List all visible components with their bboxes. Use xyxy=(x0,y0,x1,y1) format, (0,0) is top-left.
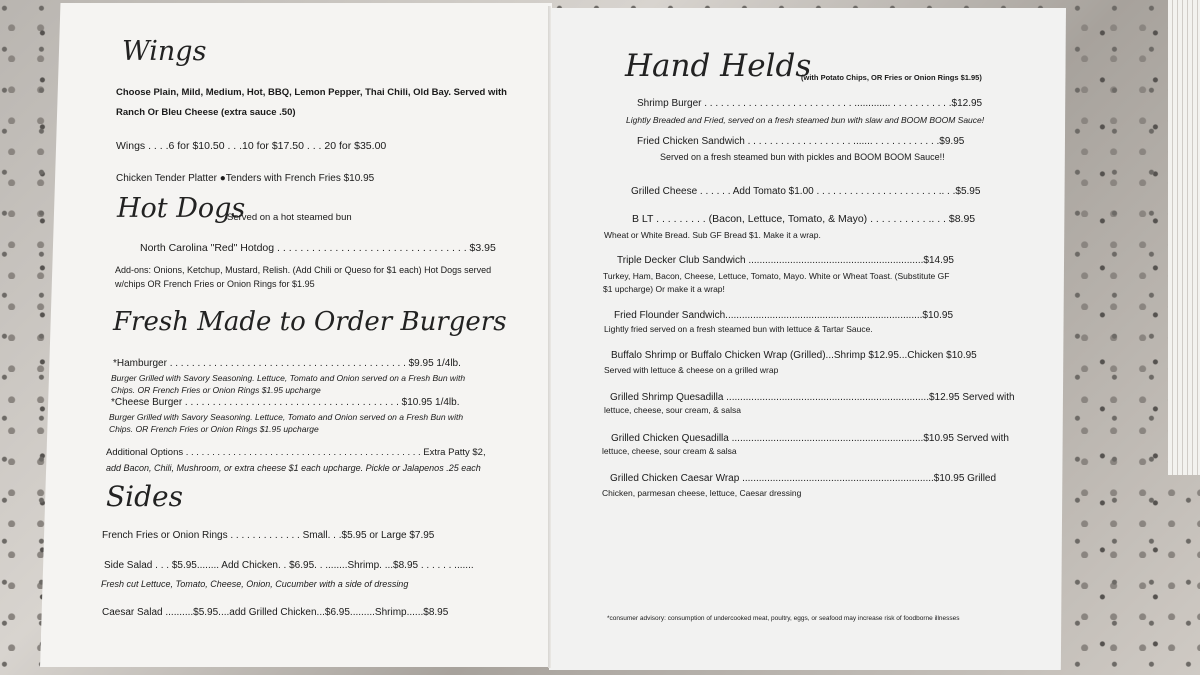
wings-flavors: Choose Plain, Mild, Medium, Hot, BBQ, Lemon Pepper, Thai Chili, Old Bay. Served with xyxy=(116,87,507,98)
hotdog-addons-line2: w/chips OR French Fries or Onion Rings for $1.95 xyxy=(115,279,315,289)
hotdog-addons-line1: Add-ons: Onions, Ketchup, Mustard, Relish. (Add Chili or Queso for $1 each) Hot Dogs served xyxy=(115,265,492,275)
burgers-heading: Fresh Made to Order Burgers xyxy=(113,307,507,337)
grilled-chicken-quesadilla: Grilled Chicken Quesadilla .....................................................................$10.95 Served with xyxy=(611,433,1009,444)
triple-decker-club: Triple Decker Club Sandwich ...............................................................$14.95 xyxy=(617,255,954,266)
chicken-tender-platter: Chicken Tender Platter ●Tenders with French Fries $10.95 xyxy=(116,173,375,184)
cheese-burger: *Cheese Burger . . . . . . . . . . . . . . . . . . . . . . . . . . . . . . . . . . . . . . . $10.95 1/4lb. xyxy=(111,397,460,408)
club-desc-1: Turkey, Ham, Bacon, Cheese, Lettuce, Tomato, Mayo. White or Wheat Toast. (Substitute GF xyxy=(603,271,950,281)
page-fold xyxy=(548,6,551,668)
cheeseburger-desc-2: Chips. OR French Fries or Onion Rings $1.95 upcharge xyxy=(109,424,319,434)
consumer-advisory: *consumer advisory: consumption of undercooked meat, poultry, eggs, or seafood may increase risk of foodborne illnesses xyxy=(607,615,960,622)
grilled-chicken-caesar-wrap: Grilled Chicken Caesar Wrap .....................................................................$10.95 Grilled xyxy=(610,473,997,484)
shrimp-burger-desc: Lightly Breaded and Fried, served on a fresh steamed bun with slaw and BOOM BOOM Sauce! xyxy=(626,115,985,125)
club-desc-2: $1 upcharge) Or make it a wrap! xyxy=(603,284,725,294)
caesar-wrap-desc: Chicken, parmesan cheese, lettuce, Caesar dressing xyxy=(602,488,802,498)
wings-prices: Wings . . . .6 for $10.50 . . .10 for $17.50 . . . 20 for $35.00 xyxy=(116,140,387,152)
grilled-shrimp-quesadilla: Grilled Shrimp Quesadilla .........................................................................$12.95 Served with xyxy=(610,392,1015,403)
additional-options-2: add Bacon, Chili, Mushroom, or extra cheese $1 each upcharge. Pickle or Jalapenos .25 each xyxy=(106,463,481,473)
cheeseburger-desc-1: Burger Grilled with Savory Seasoning. Lettuce, Tomato and Onion served on a Fresh Bun with xyxy=(109,412,464,422)
hamburger: *Hamburger . . . . . . . . . . . . . . . . . . . . . . . . . . . . . . . . . . . . . . . . . . . $9.95 1/4lb. xyxy=(113,358,461,369)
shrimp-burger: Shrimp Burger . . . . . . . . . . . . . . . . . . . . . . . . . . . ............. . . . . . . . . . . .$12.95 xyxy=(637,98,983,109)
blt: B LT . . . . . . . . . (Bacon, Lettuce, Tomato, & Mayo) . . . . . . . . . . .. . . $8.95 xyxy=(632,213,976,225)
buffalo-wrap: Buffalo Shrimp or Buffalo Chicken Wrap (Grilled)...Shrimp $12.95...Chicken $10.95 xyxy=(611,350,977,361)
wings-heading: Wings xyxy=(122,36,207,67)
fried-chicken-sandwich: Fried Chicken Sandwich . . . . . . . . . . . . . . . . . . . ....... . . . . . . . . . . . .$9.95 xyxy=(637,136,965,147)
chicken-quesadilla-desc: lettuce, cheese, sour cream & salsa xyxy=(602,446,737,456)
hand-helds-subtitle: (with Potato Chips, OR Fries or Onion Rings $1.95) xyxy=(801,73,982,82)
additional-options-1: Additional Options . . . . . . . . . . . . . . . . . . . . . . . . . . . . . . . . . . . . . . . . . . . . . Extra Patty $2, xyxy=(106,447,486,458)
side-salad: Side Salad . . . $5.95........ Add Chicken. . $6.95. . ........Shrimp. ...$8.95 . . . . . . ....... xyxy=(104,560,474,571)
side-salad-desc: Fresh cut Lettuce, Tomato, Cheese, Onion, Cucumber with a side of dressing xyxy=(101,579,409,589)
hand-helds-heading: Hand Helds xyxy=(625,48,812,84)
paper-stack-edge xyxy=(1168,0,1200,475)
flounder-desc: Lightly fried served on a fresh steamed bun with lettuce & Tartar Sauce. xyxy=(604,324,873,334)
fried-flounder: Fried Flounder Sandwich.......................................................................$10.95 xyxy=(614,310,954,321)
blt-desc: Wheat or White Bread. Sub GF Bread $1. Make it a wrap. xyxy=(604,230,821,240)
shrimp-quesadilla-desc: lettuce, cheese, sour cream, & salsa xyxy=(604,405,742,415)
hot-dogs-heading: Hot Dogs xyxy=(117,193,246,224)
french-fries: French Fries or Onion Rings . . . . . . . . . . . . . Small. . .$5.95 or Large $7.95 xyxy=(102,530,435,541)
grilled-cheese: Grilled Cheese . . . . . . Add Tomato $1.00 . . . . . . . . . . . . . . . . . . . . . . .. . .$5.95 xyxy=(631,186,981,197)
hamburger-desc-2: Chips. OR French Fries or Onion Rings $1.95 upcharge xyxy=(111,385,321,395)
buffalo-desc: Served with lettuce & cheese on a grilled wrap xyxy=(604,365,779,375)
caesar-salad: Caesar Salad ..........$5.95....add Grilled Chicken...$6.95.........Shrimp......$8.95 xyxy=(102,607,449,618)
hamburger-desc-1: Burger Grilled with Savory Seasoning. Lettuce, Tomato and Onion served on a Fresh Bun with xyxy=(111,373,466,383)
wings-sauce: Ranch Or Bleu Cheese (extra sauce .50) xyxy=(116,107,296,118)
hot-dogs-subtitle: Served on a hot steamed bun xyxy=(227,212,352,223)
sides-heading: Sides xyxy=(106,480,183,513)
nc-red-hotdog: North Carolina "Red" Hotdog . . . . . . . . . . . . . . . . . . . . . . . . . . . . . . . . . $3.95 xyxy=(140,242,496,254)
fried-chicken-desc: Served on a fresh steamed bun with pickles and BOOM BOOM Sauce!! xyxy=(660,152,945,162)
